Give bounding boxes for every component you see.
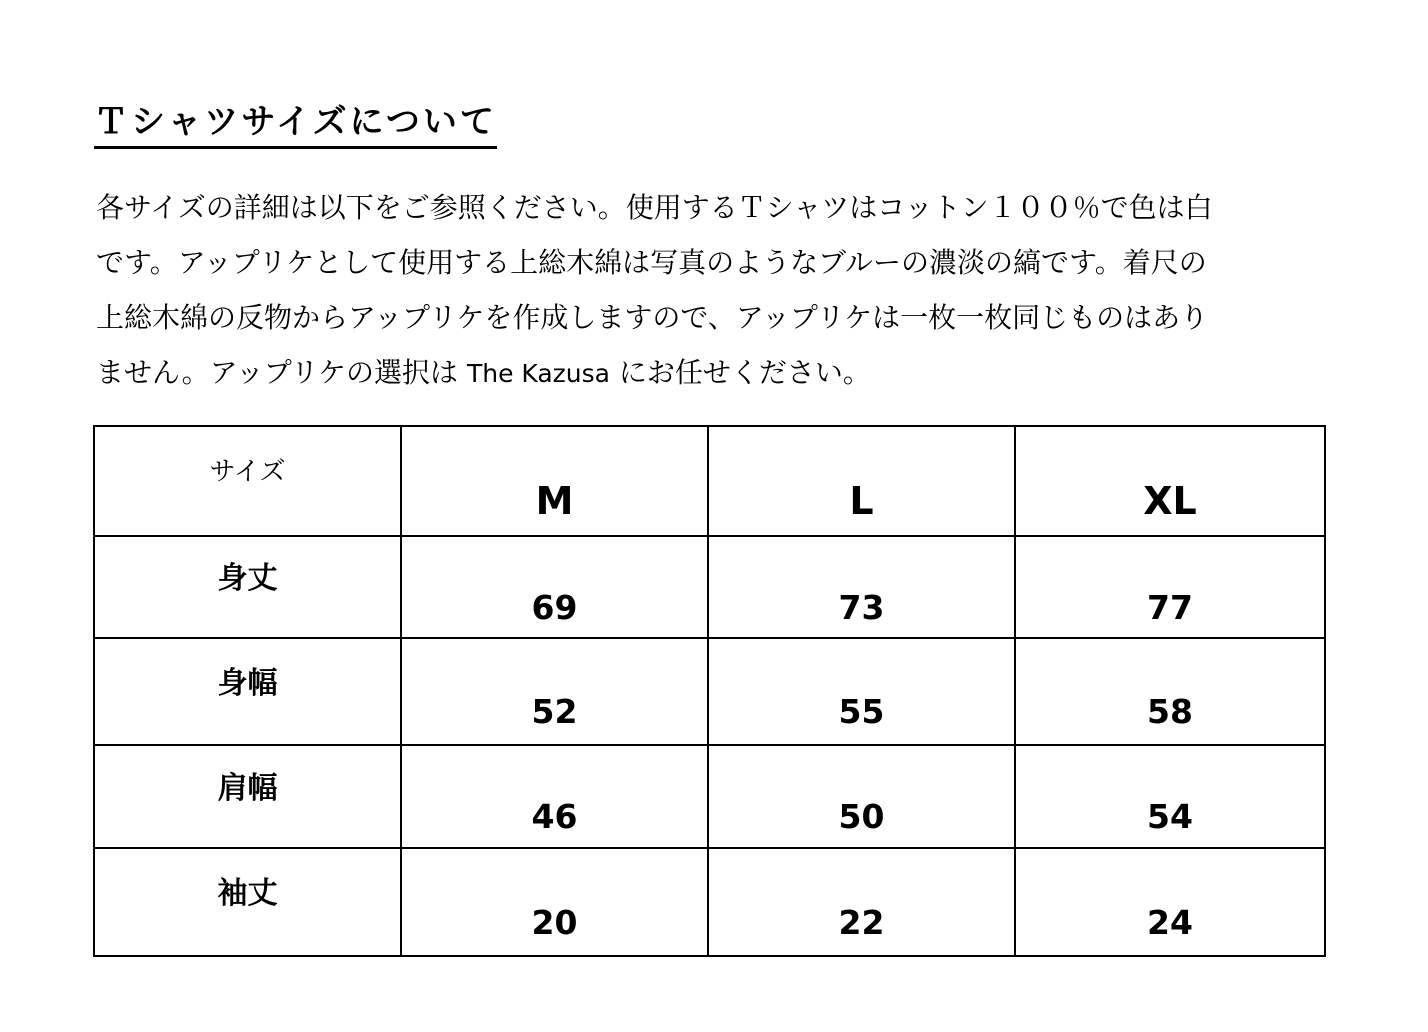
intro-line: 各サイズの詳細は以下をご参照ください。使用するＴシャツはコットン１００％で色は白 [96,191,1213,224]
row-label-shoulder-width: 肩幅 [217,770,278,806]
page-title: Ｔシャツサイズについて [94,100,497,149]
table-cell [1015,536,1325,638]
header-cell-l [708,426,1015,536]
cell-value: 73 [838,587,885,627]
brand-name: The Kazusa [466,359,610,388]
intro-last-line [96,345,1326,400]
row-label-cell [94,745,401,848]
table-cell [1015,848,1325,956]
cell-value: 46 [531,797,578,836]
cell-value: 58 [1147,692,1193,731]
table-row [94,638,1325,745]
table-cell [401,536,708,638]
intro-paragraph [96,180,1326,400]
cell-value: 52 [531,692,578,731]
table-row [94,745,1325,848]
intro-last-line-end: にお任せください。 [618,356,871,389]
intro-line: 上総木綿の反物からアップリケを作成しますので、アップリケは一枚一枚同じものはあり [96,301,1209,334]
cell-value: 24 [1147,902,1193,942]
table-cell [708,536,1015,638]
row-label-cell [94,638,401,745]
table-header-row [94,426,1325,536]
table-cell [1015,745,1325,848]
header-cell-xl [1015,426,1325,536]
row-label-cell [94,536,401,638]
row-label-body-length: 身丈 [217,561,278,596]
cell-value: 20 [531,902,578,942]
table-cell [401,638,708,745]
table-cell [708,848,1015,956]
size-table [93,425,1326,957]
table-cell [401,848,708,956]
cell-value: 77 [1147,587,1193,627]
table-cell [708,638,1015,745]
row-label-cell [94,848,401,956]
cell-value: 69 [531,587,578,627]
cell-value: 55 [838,692,885,731]
table-cell [1015,638,1325,745]
intro-line: です。アップリケとして使用する上総木綿は写真のようなブルーの濃淡の縞です。着尺の [96,246,1207,279]
table-cell [401,745,708,848]
header-cell-corner [94,426,401,536]
column-header-l: L [849,479,874,523]
cell-value: 50 [838,797,885,836]
table-row [94,848,1325,956]
table-row [94,536,1325,638]
header-cell-m [401,426,708,536]
cell-value: 22 [838,902,885,942]
intro-last-line-start: ません。アップリケの選択は [96,356,459,389]
column-header-xl: XL [1143,479,1197,523]
row-label-sleeve-length: 袖丈 [217,876,278,911]
table-cell [708,745,1015,848]
column-header-m: M [535,479,574,523]
size-corner-label: サイズ [209,456,286,487]
row-label-body-width: 身幅 [217,665,278,701]
cell-value: 54 [1147,797,1193,836]
